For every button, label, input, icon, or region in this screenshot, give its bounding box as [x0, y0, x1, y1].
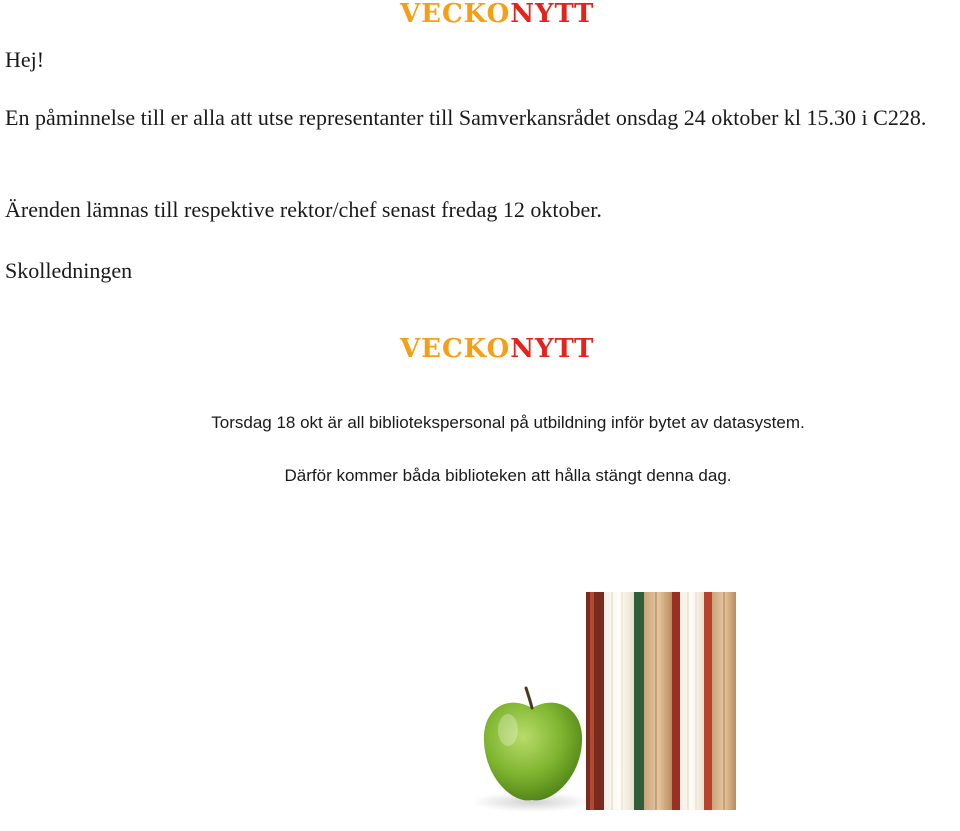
banner-part-nytt: NYTT — [510, 0, 595, 29]
apple-and-books-icon — [382, 590, 738, 822]
books-icon — [586, 592, 736, 810]
banner-part-nytt: NYTT — [510, 334, 595, 364]
meeting-reminder: En påminnelse till er alla att utse representanter till Samverkansrådet onsdag 24 oktober kl 15.30 i C228. — [5, 105, 927, 130]
green-apple-icon — [484, 688, 582, 800]
signature: Skolledningen — [5, 258, 133, 283]
greeting: Hej! — [5, 47, 45, 72]
submission-deadline: Ärenden lämnas till respektive rektor/chef senast fredag 12 oktober. — [5, 197, 602, 222]
library-notice-line-2: Därför kommer båda biblioteken att hålla stängt denna dag. — [284, 466, 732, 485]
banner-part-vecko: VECKO — [400, 334, 511, 364]
banner-part-vecko: VECKO — [400, 0, 511, 29]
veckonytt-banner-middle — [400, 336, 594, 362]
veckonytt-banner-top — [400, 1, 594, 27]
library-notice-line-1: Torsdag 18 okt är all bibliotekspersonal på utbildning inför bytet av datasystem. — [211, 413, 805, 432]
